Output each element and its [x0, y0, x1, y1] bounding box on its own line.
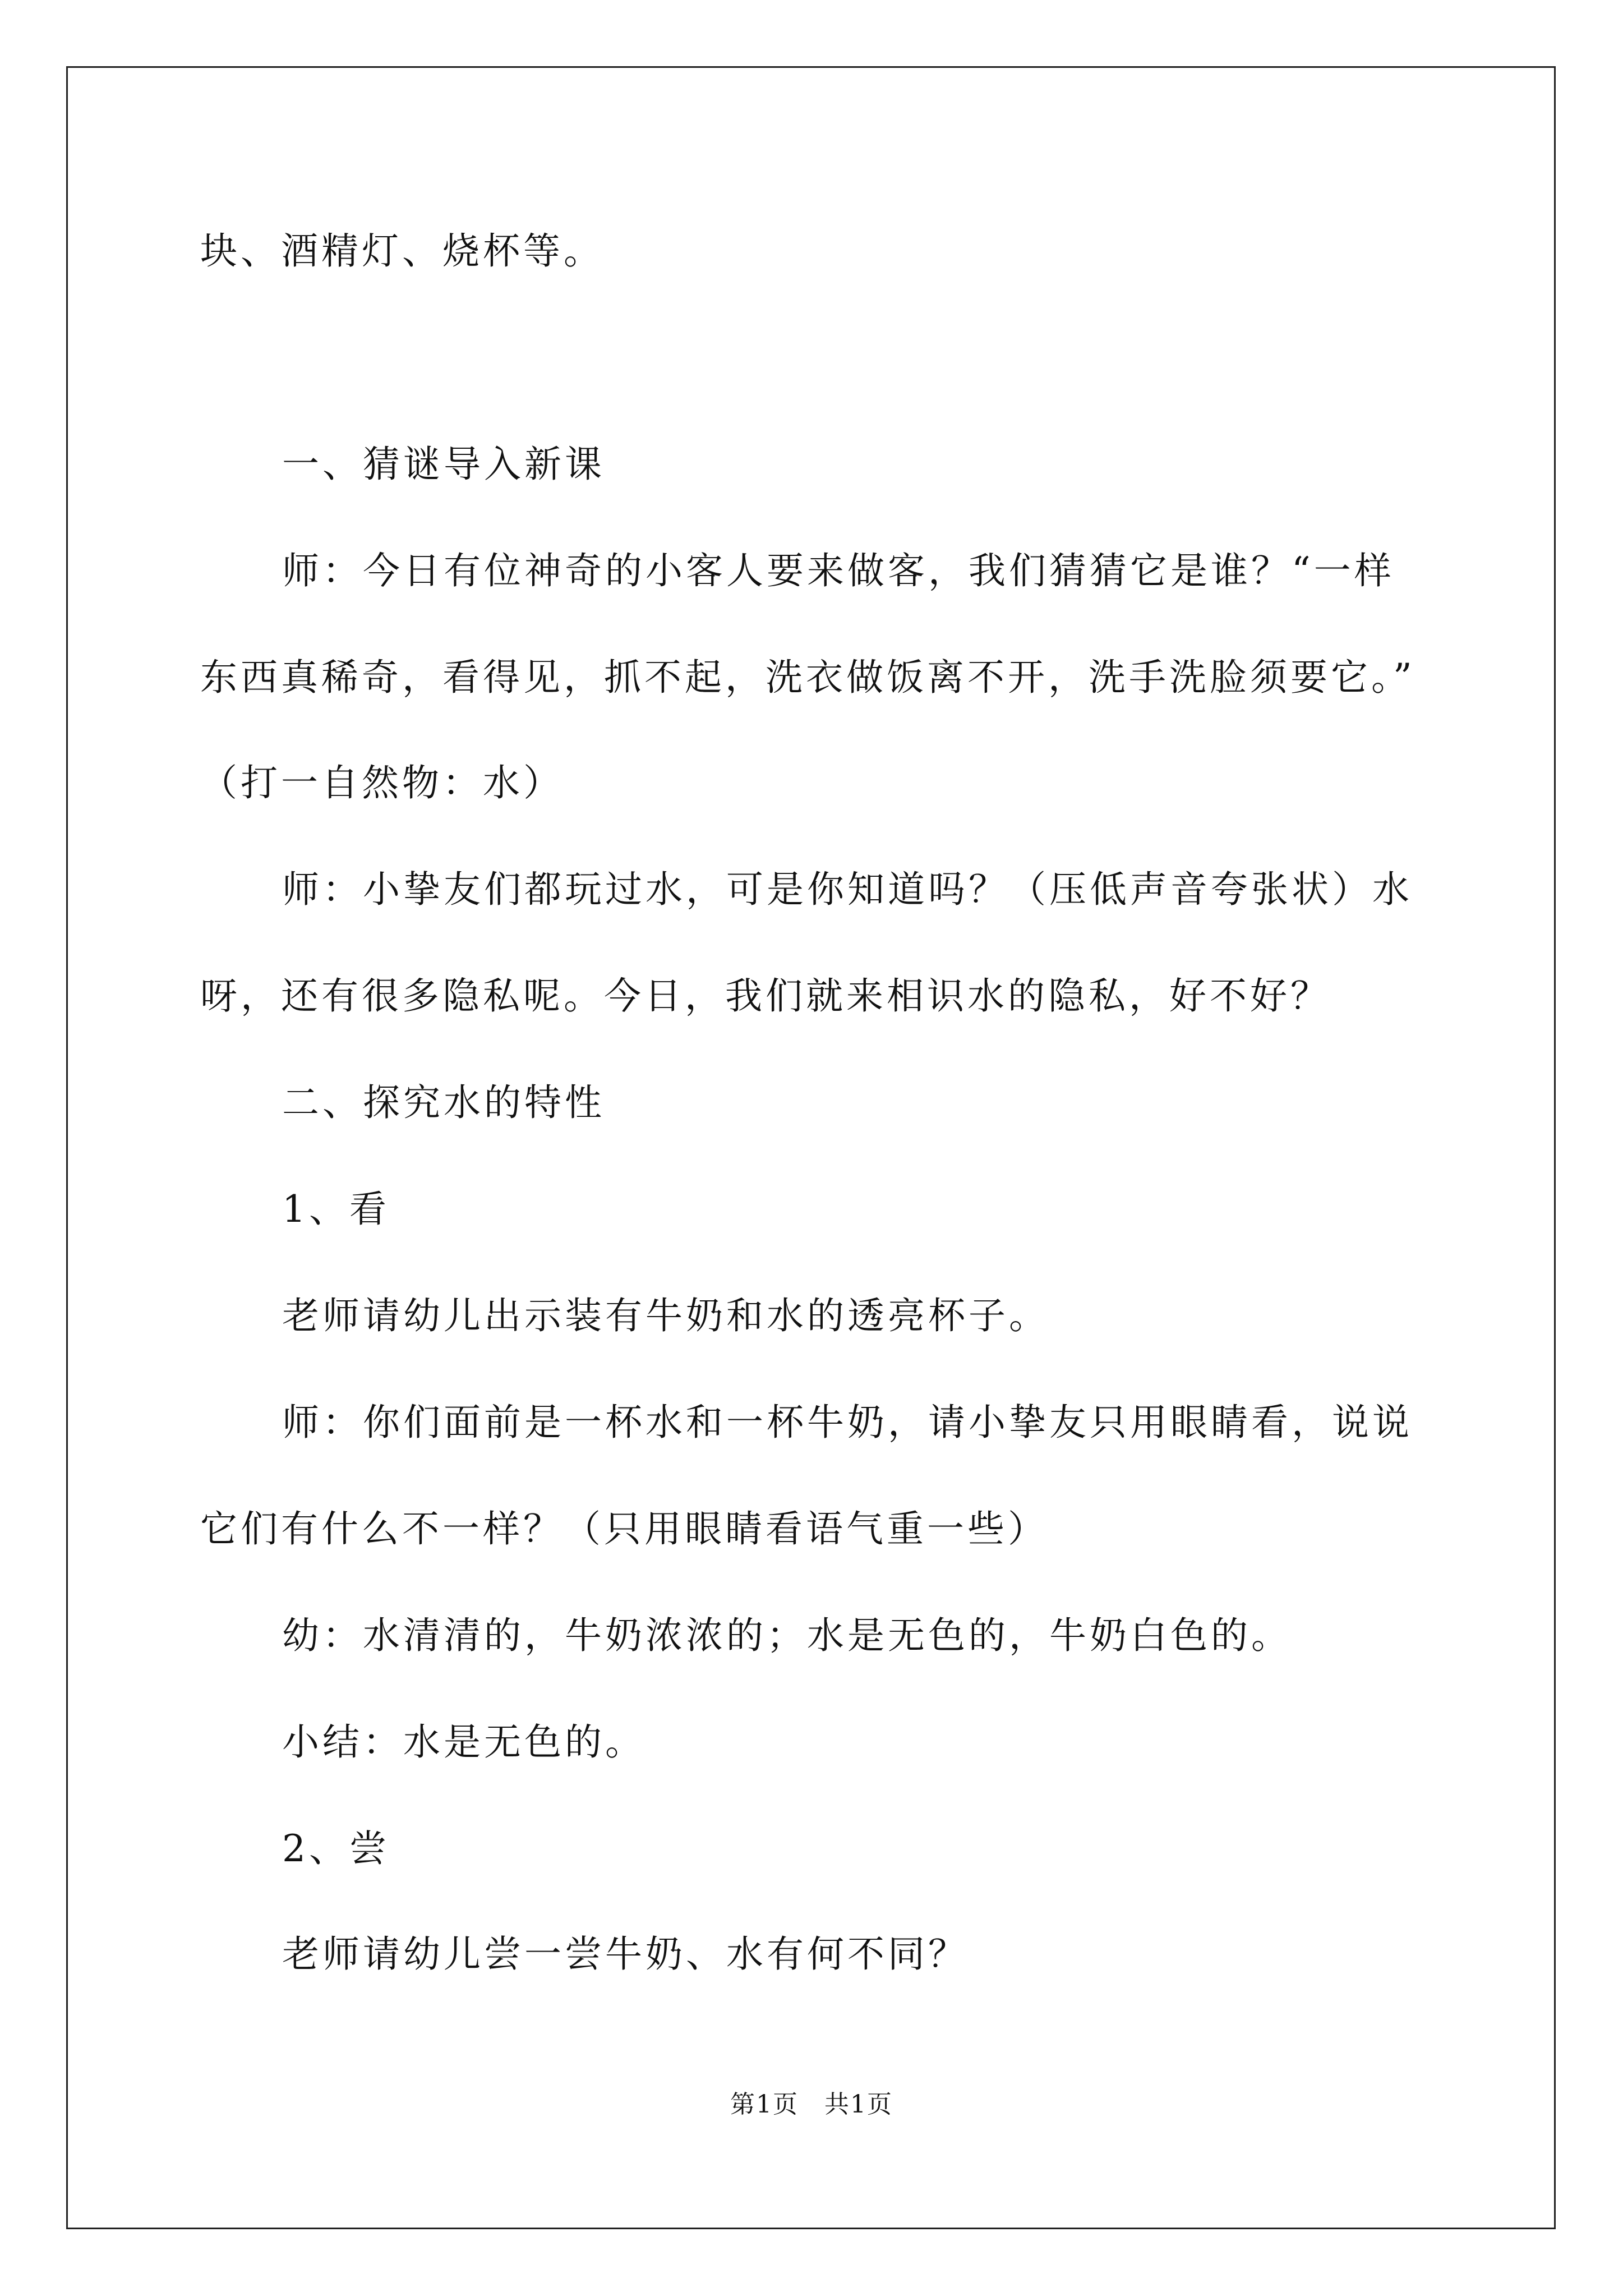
page-border	[66, 66, 1556, 2229]
text-line: 师：小挚友们都玩过水，可是你知道吗？（压低声音夸张状）水	[282, 868, 1413, 911]
text-line: 东西真稀奇，看得见，抓不起，洗衣做饭离不开，洗手洗脸须要它。”	[200, 656, 1415, 699]
text-line: 小结：水是无色的。	[282, 1720, 645, 1764]
subsection-heading: 2、尝	[282, 1827, 390, 1870]
page-number-footer: 第1页 共1页	[730, 2090, 893, 2119]
section-heading: 二、探究水的特性	[282, 1081, 605, 1124]
text-line: 幼：水清清的，牛奶浓浓的；水是无色的，牛奶白色的。	[282, 1614, 1292, 1657]
text-line: 师：今日有位神奇的小客人要来做客，我们猜猜它是谁？“一样	[282, 549, 1395, 592]
text-line: 它们有什么不一样？（只用眼睛看语气重一些）	[200, 1507, 1048, 1550]
text-line: 呀，还有很多隐私呢。今日，我们就来相识水的隐私，好不好？	[200, 974, 1331, 1018]
text-line: 老师请幼儿出示装有牛奶和水的透亮杯子。	[282, 1294, 1049, 1337]
text-line: 师：你们面前是一杯水和一杯牛奶，请小挚友只用眼睛看，说说	[282, 1401, 1413, 1444]
subsection-heading: 1、看	[282, 1188, 390, 1231]
text-line: （打一自然物：水）	[200, 761, 564, 804]
text-line: 块、酒精灯、烧杯等。	[200, 229, 604, 273]
section-heading: 一、猜谜导入新课	[282, 443, 605, 486]
text-line: 老师请幼儿尝一尝牛奶、水有何不同？	[282, 1932, 969, 1976]
